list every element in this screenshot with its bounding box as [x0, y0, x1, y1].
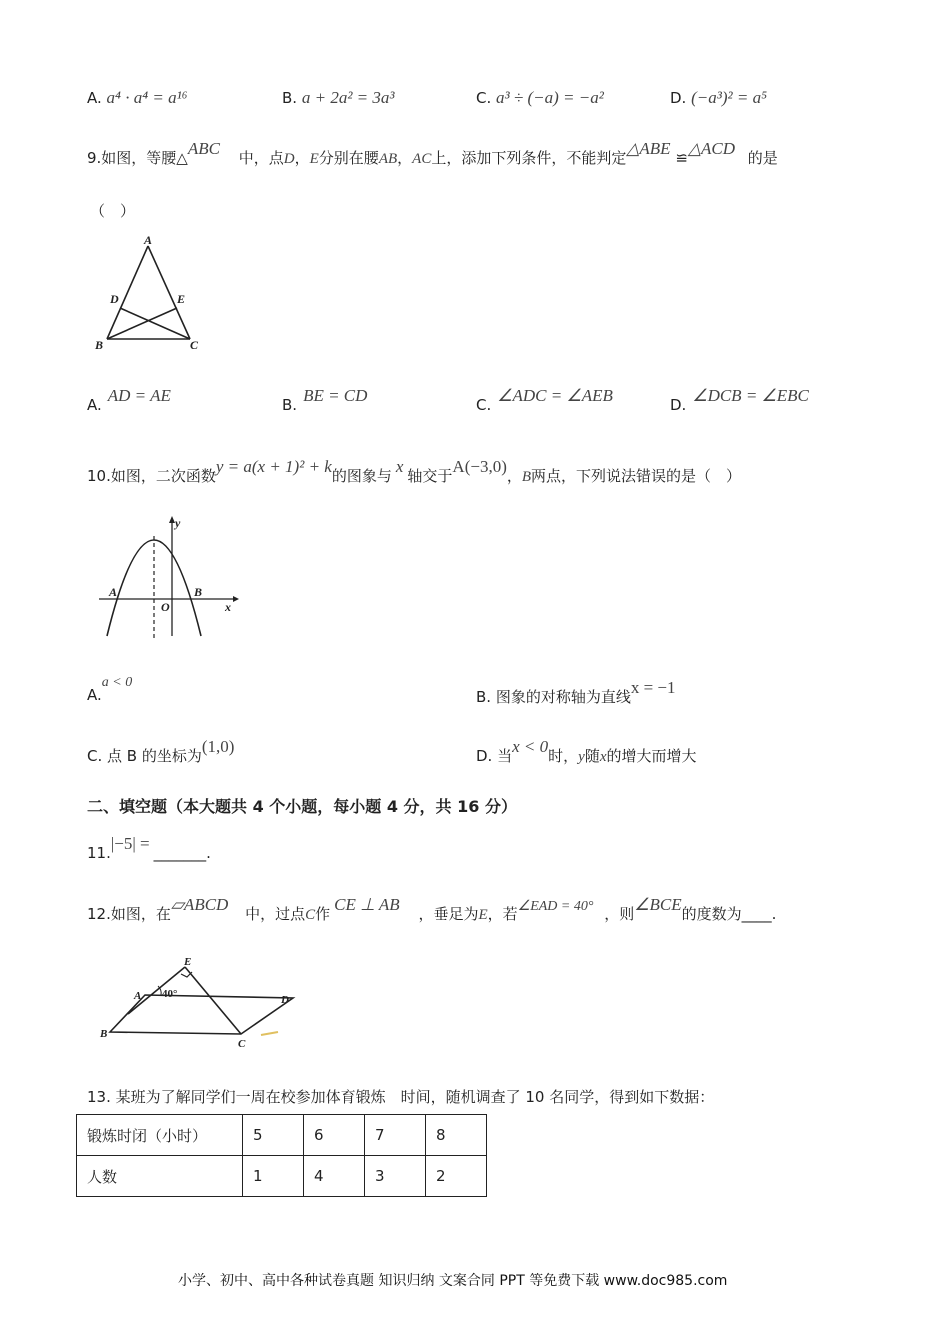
section-2-heading: 二、填空题（本大题共 4 个小题，每小题 4 分，共 16 分）	[87, 797, 517, 816]
q8-option-b	[282, 88, 394, 108]
q10-text-2: 的图象与	[331, 467, 392, 485]
table-cell: 锻炼时闭（小时）	[77, 1115, 243, 1156]
q9-option-c	[476, 386, 613, 415]
q9-option-d	[670, 386, 809, 415]
q10-option-d-text-1: D. 当	[476, 747, 513, 765]
q9-text-5: 的是	[747, 149, 778, 167]
q9-comma-2: ，	[397, 149, 413, 167]
q10-math-point-a: A(−3,0)	[452, 457, 507, 476]
q12-point-e: E	[478, 907, 488, 923]
q12-text-3: 作	[315, 905, 331, 923]
table-cell: 1	[243, 1156, 304, 1197]
q12-label-angle: 40°	[162, 988, 178, 1000]
q8-option-b-math: a + 2a² = 3a³	[301, 88, 395, 107]
q12-label-d: D	[281, 994, 289, 1006]
q12-math-perpendicular: CE ⊥ AB	[334, 895, 400, 914]
q10-option-a	[87, 675, 133, 705]
q12-text-7: 的度数为____.	[681, 905, 777, 923]
table-cell: 5	[243, 1115, 304, 1156]
q12-label-a: A	[134, 990, 142, 1002]
q10-label-x: x	[225, 600, 231, 614]
q9-point-d: D	[283, 151, 295, 167]
q10-option-d-text-4: 的增大而增大	[606, 747, 697, 765]
q12-stem	[87, 895, 777, 924]
q12-point-c: C	[305, 907, 316, 923]
q9-option-c-math: ∠ADC = ∠AEB	[497, 386, 613, 405]
q8-option-a-math: a⁴ · a⁴ = a¹⁶	[106, 88, 188, 107]
q9-option-b-math: BE = CD	[303, 386, 368, 405]
q10-option-b-math: x = −1	[630, 678, 676, 697]
q12-text-5: ，若	[487, 905, 518, 923]
q9-option-b-label: B.	[282, 396, 298, 414]
q9-text-1: 9.如图，等腰△	[87, 149, 188, 167]
q12-text-4: ，垂足为	[418, 905, 479, 923]
table-row	[77, 1156, 487, 1197]
q11-math: |−5| =	[110, 834, 150, 853]
table-cell: 人数	[77, 1156, 243, 1197]
q9-side-ab: AB	[378, 151, 398, 167]
q8-option-d-label: D.	[670, 89, 687, 107]
q11-stem	[87, 834, 211, 863]
q12-text-1: 12.如图，在	[87, 905, 171, 923]
q10-label-b: B	[194, 585, 203, 599]
q9-option-d-math: ∠DCB = ∠EBC	[692, 386, 809, 405]
q11-blank: _______.	[153, 844, 211, 862]
q10-parabola-figure	[95, 514, 240, 642]
table-cell: 8	[426, 1115, 487, 1156]
q10-option-d	[476, 737, 697, 766]
page-footer: 小学、初中、高中各种试卷真题 知识归纳 文案合同 PPT 等免费下载 www.doc985.com	[178, 1273, 728, 1289]
q8-option-a	[87, 88, 188, 108]
q10-option-c-math: (1,0)	[201, 737, 235, 756]
q10-option-d-math: x < 0	[512, 737, 549, 756]
q12-math-angle-bce: ∠BCE	[634, 895, 682, 914]
q9-option-d-label: D.	[670, 396, 687, 414]
q9-point-e: E	[309, 151, 319, 167]
q12-label-b: B	[100, 1028, 108, 1040]
q9-congruent-symbol: ≌	[675, 149, 688, 167]
q10-label-y: y	[175, 516, 181, 530]
q9-triangle-figure	[90, 232, 210, 354]
q8-option-a-label: A.	[87, 89, 102, 107]
q9-option-b	[282, 386, 368, 415]
q10-option-a-math: a < 0	[101, 675, 133, 690]
q9-math-abe: △ABE	[626, 139, 671, 158]
q8-option-d-math: (−a³)² = a⁵	[691, 88, 767, 107]
q10-label-a: A	[109, 585, 118, 599]
q11-number: 11.	[87, 844, 111, 862]
q10-math-x: x	[395, 457, 404, 476]
q10-text-4: ，	[506, 467, 522, 485]
q8-option-c	[476, 88, 604, 108]
table-cell: 7	[365, 1115, 426, 1156]
q9-text-3: 分别在腰	[318, 149, 379, 167]
q9-math-abc: ABC	[187, 139, 220, 158]
q12-label-c: C	[238, 1038, 246, 1050]
q10-option-a-label: A.	[87, 686, 102, 704]
q9-label-c: C	[190, 338, 199, 352]
q8-option-b-label: B.	[282, 89, 298, 107]
q9-text-4: 上，添加下列条件，不能判定	[431, 149, 627, 167]
q9-text-2: 中，点	[238, 149, 284, 167]
q12-parallelogram-figure	[98, 955, 303, 1050]
table-row	[77, 1115, 487, 1156]
q9-label-a: A	[144, 233, 153, 247]
q10-label-o: O	[161, 600, 170, 614]
q13-data-table	[76, 1114, 487, 1197]
q8-option-c-math: a³ ÷ (−a) = −a²	[496, 88, 604, 107]
q10-text-3: 轴交于	[407, 467, 453, 485]
q12-math-parallelogram: ▱ABCD	[170, 895, 229, 914]
q9-option-a-math: AD = AE	[107, 386, 171, 405]
q10-option-d-text-2: 时，	[548, 747, 579, 765]
q9-answer-paren: （ ）	[90, 202, 136, 220]
q10-option-d-x: x	[599, 749, 607, 765]
q9-option-c-label: C.	[476, 396, 492, 414]
q10-option-d-y: y	[578, 749, 585, 765]
q10-stem	[87, 457, 742, 486]
q9-comma-1: ，	[294, 149, 310, 167]
table-cell: 6	[304, 1115, 365, 1156]
q10-option-c-text: C. 点 B 的坐标为	[87, 747, 202, 765]
q10-option-c	[87, 737, 235, 766]
q9-label-b: B	[95, 338, 104, 352]
q12-label-e: E	[184, 956, 192, 968]
q9-option-a	[87, 386, 171, 415]
q10-point-b: B	[521, 469, 532, 485]
q9-option-a-label: A.	[87, 396, 102, 414]
q9-math-acd: △ACD	[687, 139, 736, 158]
q10-text-1: 10.如图，二次函数	[87, 467, 216, 485]
q9-stem	[87, 139, 778, 168]
q13-stem: 13. 某班为了解同学们一周在校参加体育锻炼 时间，随机调查了 10 名同学，得到如下数据：	[87, 1088, 715, 1106]
table-cell: 4	[304, 1156, 365, 1197]
q8-option-d	[670, 88, 767, 108]
q9-side-ac: AC	[412, 151, 432, 167]
q9-label-d: D	[110, 292, 119, 306]
q10-option-b-text: B. 图象的对称轴为直线	[476, 688, 631, 706]
q10-math-function: y = a(x + 1)² + k	[215, 457, 332, 476]
q12-text-6: ，则	[604, 905, 635, 923]
q8-option-c-label: C.	[476, 89, 492, 107]
q12-stray-mark	[261, 1032, 278, 1035]
q12-math-angle-ead: ∠EAD = 40°	[517, 899, 594, 914]
q10-text-5: 两点，下列说法错误的是（ ）	[531, 467, 742, 485]
table-cell: 3	[365, 1156, 426, 1197]
q10-option-b	[476, 678, 676, 707]
q12-text-2: 中，过点	[245, 905, 306, 923]
q9-label-e: E	[177, 292, 186, 306]
q10-option-d-text-3: 随	[584, 747, 600, 765]
table-cell: 2	[426, 1156, 487, 1197]
